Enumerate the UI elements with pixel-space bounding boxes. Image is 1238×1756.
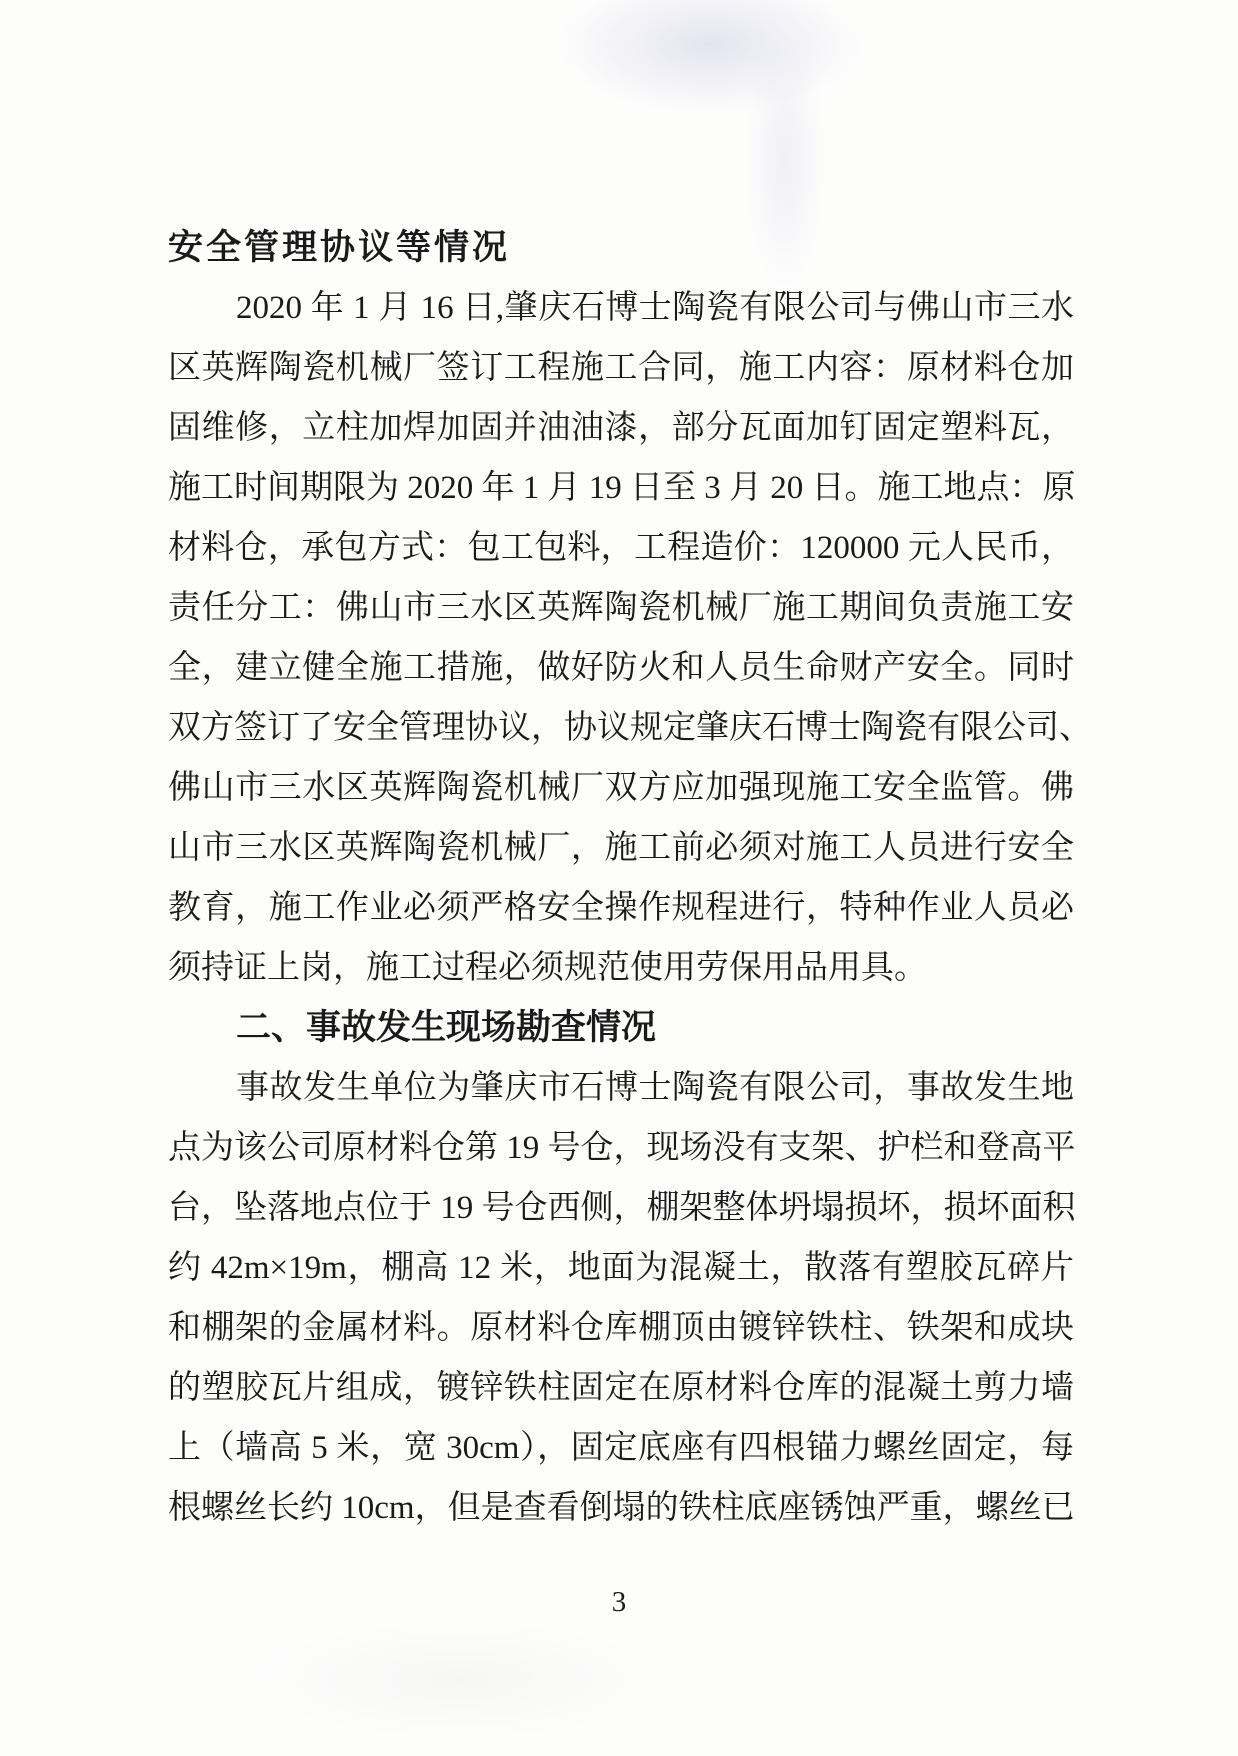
text-line: 施工时间期限为 2020 年 1 月 19 日至 3 月 20 日。施工地点：原 <box>168 470 1076 506</box>
text-line: 责任分工：佛山市三水区英辉陶瓷机械厂施工期间负责施工安 <box>168 590 1074 626</box>
text-line: 双方签订了安全管理协议，协议规定肇庆石博士陶瓷有限公司、 <box>168 710 1092 746</box>
scan-smudge <box>545 0 875 120</box>
text-line: 点为该公司原材料仓第 19 号仓，现场没有支架、护栏和登高平 <box>168 1130 1076 1166</box>
section-heading-safety-agreement: 安全管理协议等情况 <box>168 228 511 267</box>
text-line: 约 42m×19m，棚高 12 米，地面为混凝土，散落有塑胶瓦碎片 <box>168 1250 1074 1286</box>
section-heading-scene-inspection: 二、事故发生现场勘查情况 <box>236 1008 657 1047</box>
text-line: 2020 年 1 月 16 日,肇庆石博士陶瓷有限公司与佛山市三水 <box>236 290 1074 326</box>
text-line: 区英辉陶瓷机械厂签订工程施工合同，施工内容：原材料仓加 <box>168 350 1074 386</box>
text-line: 全，建立健全施工措施，做好防火和人员生命财产安全。同时 <box>168 650 1074 686</box>
text-line: 根螺丝长约 10cm，但是查看倒塌的铁柱底座锈蚀严重，螺丝已 <box>168 1490 1075 1526</box>
text-line: 和棚架的金属材料。原材料仓库棚顶由镀锌铁柱、铁架和成块 <box>168 1310 1074 1346</box>
text-column <box>168 218 1092 1538</box>
page-number: 3 <box>611 1586 627 1618</box>
scan-smudge <box>250 1620 670 1740</box>
text-line: 上（墙高 5 米，宽 30cm），固定底座有四根锚力螺丝固定，每 <box>168 1430 1074 1466</box>
text-line: 事故发生单位为肇庆市石博士陶瓷有限公司，事故发生地 <box>236 1070 1074 1106</box>
text-line: 须持证上岗，施工过程必须规范使用劳保用品用具。 <box>168 950 927 986</box>
text-line: 材料仓，承包方式：包工包料，工程造价：120000 元人民币， <box>168 530 1074 566</box>
text-line: 佛山市三水区英辉陶瓷机械厂双方应加强现施工安全监管。佛 <box>168 770 1074 806</box>
text-line: 台，坠落地点位于 19 号仓西侧，棚架整体坍塌损坏，损坏面积 <box>168 1190 1076 1226</box>
text-line: 的塑胶瓦片组成，镀锌铁柱固定在原材料仓库的混凝土剪力墙 <box>168 1370 1074 1406</box>
text-line: 固维修，立柱加焊加固并油油漆，部分瓦面加钉固定塑料瓦， <box>168 410 1074 446</box>
text-line: 教育，施工作业必须严格安全操作规程进行，特种作业人员必 <box>168 890 1074 926</box>
text-line: 山市三水区英辉陶瓷机械厂，施工前必须对施工人员进行安全 <box>168 830 1074 866</box>
